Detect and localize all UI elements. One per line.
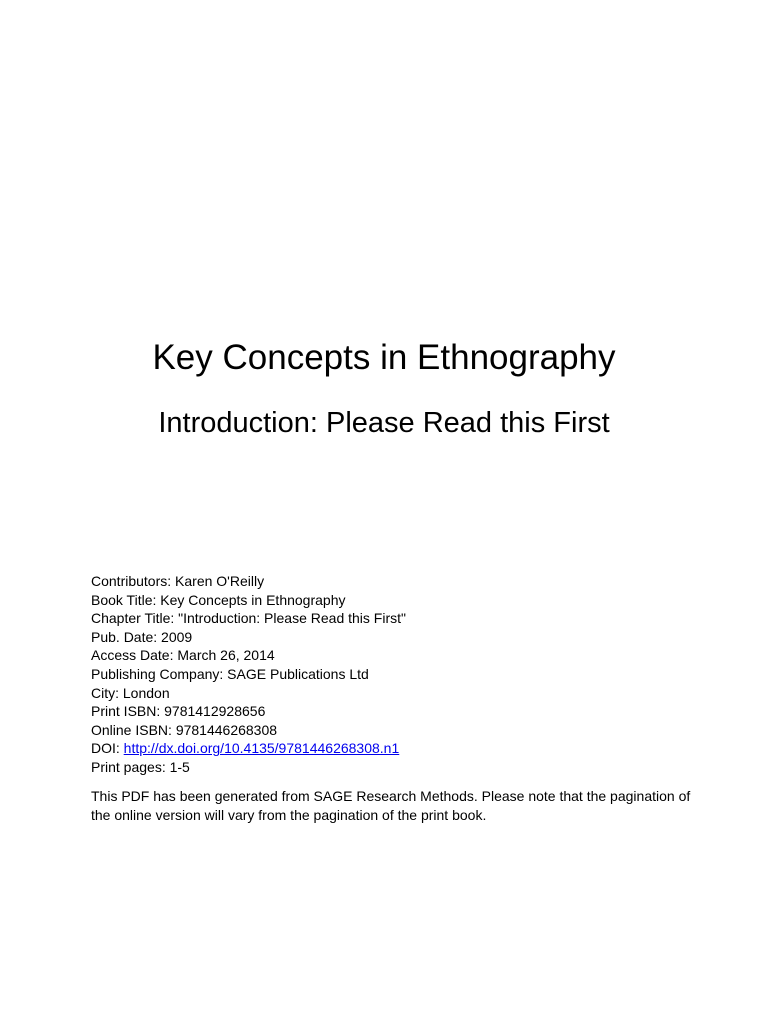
print-isbn-line: Print ISBN: 9781412928656 [91,703,266,720]
citation-metadata [91,572,711,777]
book-title-line: Book Title: Key Concepts in Ethnography [91,591,346,608]
publishing-company-line: Publishing Company: SAGE Publications Ltd [91,665,369,682]
chapter-title: Introduction: Please Read this First [158,407,610,439]
doi-label: DOI: [91,740,124,757]
doi-link[interactable]: http://dx.doi.org/10.4135/9781446268308.n1 [123,740,400,757]
city-line: City: London [91,684,170,701]
chapter-title-line: Chapter Title: "Introduction: Please Read this First" [91,610,406,627]
book-title: Key Concepts in Ethnography [152,338,616,377]
pagination-notice: This PDF has been generated from SAGE Research Methods. Please note that the pagination of the online version will vary from the pagination of the print book. [91,788,691,823]
online-isbn-line: Online ISBN: 9781446268308 [91,721,278,738]
print-pages-line: Print pages: 1-5 [91,758,190,775]
access-date-line: Access Date: March 26, 2014 [91,647,275,664]
doi-line [91,739,711,758]
pub-date-line: Pub. Date: 2009 [91,628,193,645]
contributors-line: Contributors: Karen O'Reilly [91,573,265,589]
